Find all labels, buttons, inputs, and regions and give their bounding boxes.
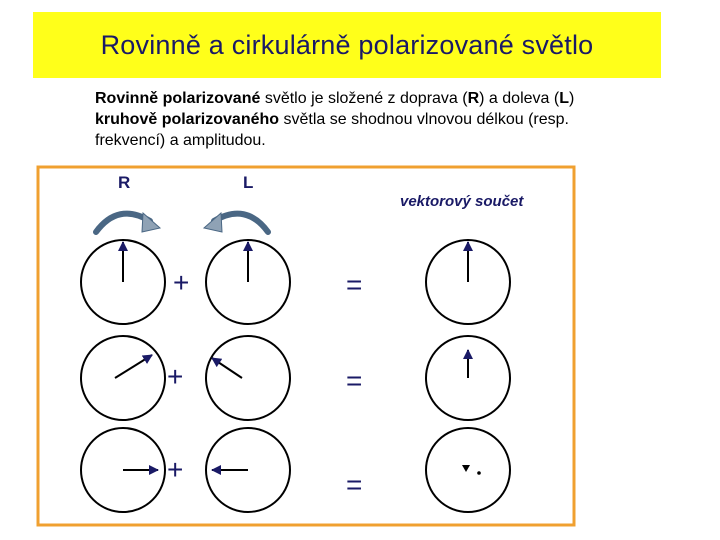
equals-sign-row1: =: [346, 269, 363, 300]
desc-part-4: ) a doleva (: [479, 90, 560, 107]
l-circle-row2: [206, 336, 290, 420]
desc-part-6: ): [568, 90, 575, 107]
plus-sign-row2: +: [167, 361, 184, 392]
desc-bold-1: Rovinně polarizované: [95, 90, 261, 107]
desc-bold-l: L: [559, 90, 569, 107]
sum-zero-point-row3: [477, 471, 481, 475]
label-l: L: [243, 173, 254, 192]
plus-sign-row3: +: [167, 454, 184, 485]
desc-part-2: světlo je složené z doprava (: [260, 90, 468, 107]
equals-sign-row2: =: [346, 365, 363, 396]
sum-circle-row3: [426, 428, 510, 512]
label-r: R: [118, 173, 131, 192]
plus-sign-row1: +: [173, 267, 190, 298]
label-vector-sum: vektorový součet: [400, 193, 524, 210]
equals-sign-row3: =: [346, 469, 363, 500]
slide-title: Rovinně a cirkulárně polarizované světlo: [100, 29, 594, 60]
r-circle-row2: [81, 336, 165, 420]
desc-bold-r: R: [467, 90, 480, 107]
clockwise-rotation-arrow-icon: [96, 213, 160, 232]
desc-bold-circular: kruhově polarizovaného: [95, 111, 280, 128]
desc-part-8: světla se shodnou vlnovou délkou (resp. frekvencí) a amplitudou.: [95, 111, 569, 149]
counterclockwise-rotation-arrow-icon: [204, 213, 268, 232]
